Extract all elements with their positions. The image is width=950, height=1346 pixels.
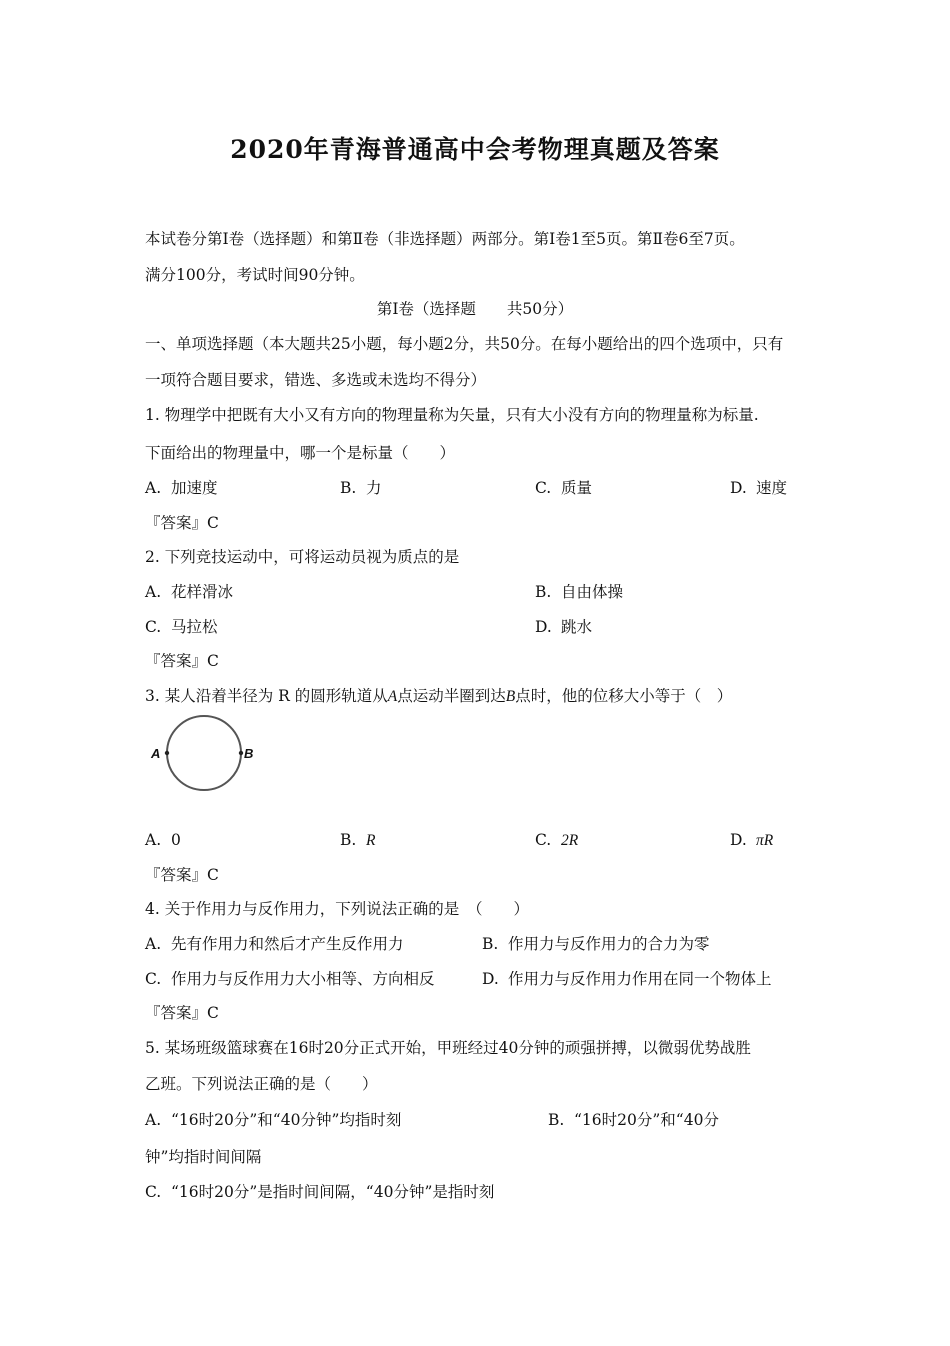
q3-option-b: B. R (340, 831, 376, 849)
section1-line-2: 一项符合题目要求，错选、多选或未选均不得分） (145, 371, 487, 389)
q3-option-c: C. 2R (535, 831, 579, 849)
q1-option-d: D. 速度 (730, 479, 788, 497)
q4-option-b: B. 作用力与反作用力的合力为零 (482, 935, 710, 953)
circle-track-figure (145, 712, 265, 802)
section1-line-1: 一、单项选择题（本大题共25小题，每小题2分，共50分。在每小题给出的四个选项中，只有 (145, 335, 784, 353)
intro-line-2: 满分100分，考试时间90分钟。 (145, 266, 365, 284)
q1-stem-2: 下面给出的物理量中，哪一个是标量（ ） (145, 444, 456, 462)
fig-label-b: B (244, 746, 254, 761)
q2-option-a: A. 花样滑冰 (145, 583, 234, 601)
q2-option-d: D. 跳水 (535, 618, 593, 636)
q4-option-d: D. 作用力与反作用力作用在同一个物体上 (482, 970, 772, 988)
q1-option-b: B. 力 (340, 479, 382, 497)
q1-option-c: C. 质量 (535, 479, 593, 497)
q4-option-c: C. 作用力与反作用力大小相等、方向相反 (145, 970, 435, 988)
q5-option-b: B. “16时20分”和“40分 (548, 1111, 719, 1129)
circle-track (167, 716, 241, 790)
q1-option-a: A. 加速度 (145, 479, 218, 497)
q5-stem-2: 乙班。下列说法正确的是（ ） (145, 1075, 378, 1093)
point-b-marker (239, 751, 243, 755)
q3-stem: 3. 某人沿着半径为 R 的圆形轨道从A点运动半圈到达B点时，他的位移大小等于（ ） (145, 687, 733, 705)
q4-stem: 4. 关于作用力与反作用力，下列说法正确的是 （ ） (145, 900, 529, 918)
q4-option-a: A. 先有作用力和然后才产生反作用力 (145, 935, 404, 953)
q3-answer: 『答案』C (145, 866, 219, 884)
q2-answer: 『答案』C (145, 652, 219, 670)
q4-answer: 『答案』C (145, 1004, 219, 1022)
intro-line-1: 本试卷分第Ⅰ卷（选择题）和第Ⅱ卷（非选择题）两部分。第Ⅰ卷1至5页。第Ⅱ卷6至7页。 (145, 230, 745, 248)
q5-stem-1: 5. 某场班级篮球赛在16时20分正式开始，甲班经过40分钟的顽强拼搏，以微弱优势战胜 (145, 1039, 751, 1057)
q3-option-d: D. πR (730, 831, 774, 849)
q3-option-a: A. 0 (145, 831, 181, 849)
q5-option-c: C. “16时20分”是指时间间隔，“40分钟”是指时刻 (145, 1183, 495, 1201)
page-title: 2020年青海普通高中会考物理真题及答案 (230, 135, 720, 164)
q2-option-b: B. 自由体操 (535, 583, 624, 601)
q2-option-c: C. 马拉松 (145, 618, 218, 636)
q5-option-b-continued: 钟”均指时间间隔 (145, 1148, 262, 1166)
point-a-marker (165, 751, 169, 755)
q1-answer: 『答案』C (145, 514, 219, 532)
part1-heading: 第Ⅰ卷（选择题 共50分） (376, 300, 574, 318)
q2-stem: 2. 下列竞技运动中，可将运动员视为质点的是 (145, 548, 460, 566)
q1-stem-1: 1. 物理学中把既有大小又有方向的物理量称为矢量，只有大小没有方向的物理量称为标量. (145, 406, 759, 424)
q5-option-a: A. “16时20分”和“40分钟”均指时刻 (145, 1111, 402, 1129)
fig-label-a: A (151, 746, 161, 761)
